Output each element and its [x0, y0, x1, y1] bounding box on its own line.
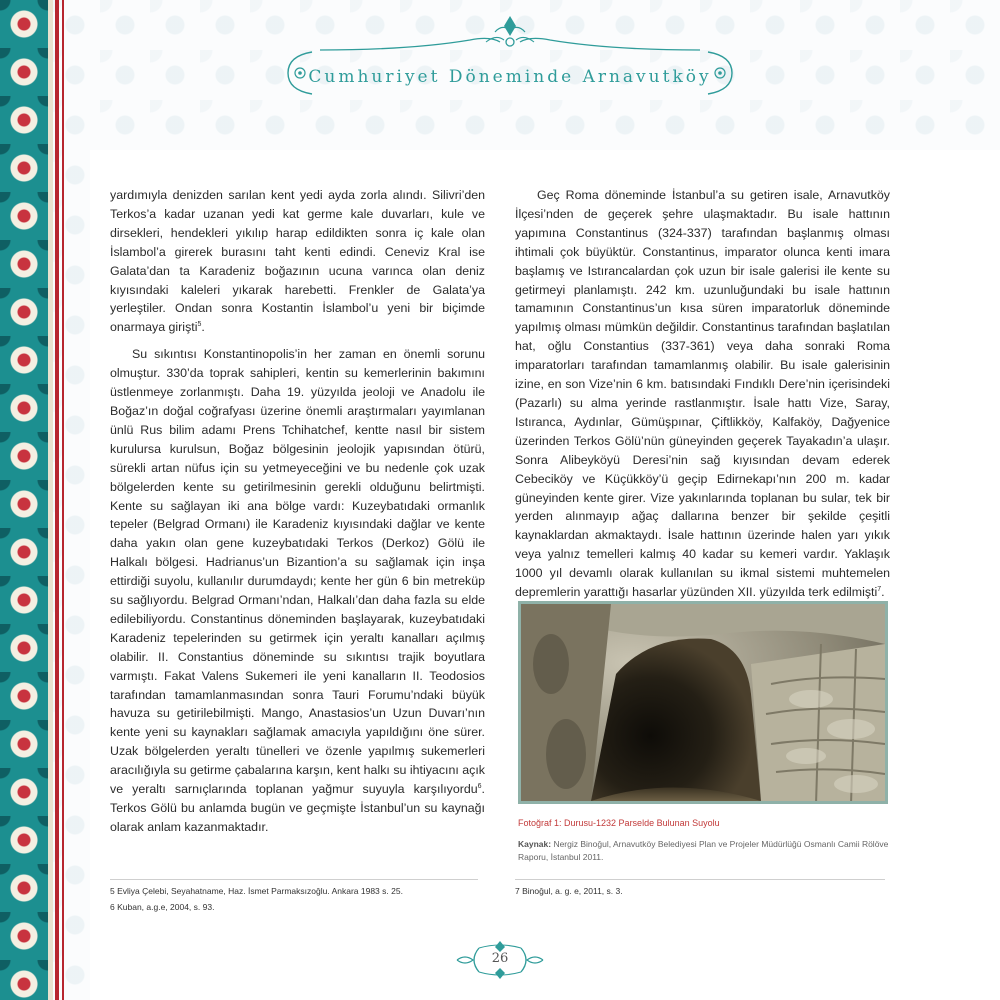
footnote: 5 Evliya Çelebi, Seyahatname, Haz. İsmet Parmaksızoğlu. Ankara 1983 s. 25.: [110, 886, 403, 896]
footnote-divider: [515, 879, 885, 880]
footnote: 7 Binoğul, a. g. e, 2011, s. 3.: [515, 886, 623, 896]
paragraph: [515, 186, 890, 602]
running-header: [290, 12, 730, 92]
left-text-column: [110, 186, 485, 837]
footnote: 6 Kuban, a.g.e, 2004, s. 93.: [110, 902, 215, 912]
footnotes-left: [110, 883, 485, 915]
footnote-divider: [110, 879, 478, 880]
header-ornament-icon: [290, 12, 730, 52]
paragraph: [110, 186, 485, 337]
figure-source: [518, 838, 890, 864]
tunnel-photo: [521, 604, 885, 801]
paragraph-text: Geç Roma döneminde İstanbul’a su getiren isale, Arnavutköy İlçesi’nden de geçerek şehre ulaşmaktadır. Bu isale hattının yapımına Constantinus (324-337) tarafından başlanmış olması ihtimali çok büyüktür. Constantinus, imparator olunca kenti imara başlamış ve Istırancalardan çok uzun bir isale galerisi ile kente su getirmeyi planlamıştı. 242 km. uzunluğundaki bu isale hattının tamamının Constantinus’un kısa süren imparatorluk döneminde yapılmış olması mümkün değildir. Constantinus tarafından başlatılan hat, oğlu Constantius (337-361) veya daha sonraki Roma imparatorları tarafından tamamlanmış olabilir. Bu isale galerisinin izine, en son Vize’nin 6 km. batısındaki Fındıklı Dere’nin içerisindeki (Pazarlı) su alma yerinde rastlanmıştır. İsale hattı Vize, Saray, Istıranca, Aydınlar, Gümüşpınar, Çiftlikköy, Kalfaköy, Dağyenice üzerinden Terkos Gölü’nün güneyinden geçerek Tayakadın’a ulaşır. Sonra Alibeyköyü Deresi’nin sağ kıyısından devam ederek Cebeciköy ve Küçükköy’ü geçip Edirnekapı’nın 200 m. kadar güneyinden kente girer. Vize yakınlarında toplanan bu sular, tek bir yerden alınmayıp ağaç dallarına benzer bir şekilde çeşitli kaynaklardan akmaktaydı. İsale hattının üzerinde halen yarı yıkık veya yalnız temelleri kalmış 40 kadar su kemeri vardır. Yaklaşık 1000 yıl devamlı olarak kullanılan su ikmal sistemi muhtemelen depremlerin yarattığı hasarlar yüzünden XII. yüzyılda terk edilmişti: [515, 188, 890, 600]
footnote-ref[interactable]: 6: [477, 782, 482, 790]
figure-source-label: Kaynak:: [518, 839, 552, 849]
right-text-column: [515, 186, 890, 602]
paragraph-text: .: [201, 320, 205, 335]
paragraph-text: yardımıyla denizden sarılan kent yedi ayda zorla alındı. Silivri’den Terkos’a kadar uzanan yedi kat germe kale duvarları, kule ve dirsekleri, hendekleri yıkılıp harap edildikten sonra iç kale olan İslambol’a girerek burasını taht kenti edindi. Ceneviz Kral ise Galata’dan ta Karadeniz boğazının ucuna varınca olan deniz kıyısındaki kaleleri yıkarak harebetti. Frenkler de Galata’ya yerleştiler. Ondan sonra Kostantin İslambol’u yeni bir biçimde onarmaya girişti: [110, 188, 485, 335]
paragraph: [110, 345, 485, 837]
figure-title: Fotoğraf 1: Durusu-1232 Parselde Bulunan Suyolu: [518, 818, 720, 828]
footnotes-right: [515, 883, 890, 899]
border-line: [62, 0, 64, 1000]
border-line: [48, 0, 53, 1000]
page-number-block: [455, 940, 545, 980]
figure-caption: [518, 818, 890, 864]
page-number: 26: [491, 951, 509, 966]
photo-frame: [518, 601, 888, 804]
footnote-ref[interactable]: 5: [197, 321, 202, 329]
page-header-title: Cumhuriyet Döneminde Arnavutköy: [308, 67, 712, 87]
paragraph-text: Su sıkıntısı Konstantinopolis’in her zaman en önemli sorunu olmuştur. 330’da toprak sahipleri, kentin su kemerlerinin bakımını üstlenmeye zorlanmıştı. Daha 19. yüzyılda jeoloji ve Anadolu ile Boğaz’ın doğal coğrafyası üzerine önemli araştırmaları yayımlanan ünlü Rus bilim adamı Prens Tchihatchef, kentte nasıl bir sistem kurulursa kurulsun, Boğaz bölgesinin jeolojik yapısından ötürü, sürekli artan nüfus için su yetmeyeceğini ve bu nedenle çok uzak bölgelerden kente su getirilmesinin gerekli olduğunu belirtmişti. Kente su sağlayan iki ana bölge vardı: Kuzeybatıdaki ormanlık tepeler (Belgrad Ormanı) ile Karadeniz kıyısındaki dağlar ve kente daha yakın olan gene kuzeybatıdaki Terkos (Derkoz) Gölü ile Halkalı bölgesi. Hadrianus’un Bizantion’a su sağlamak için inşa ettirdiği suyolu, kullanılır durumdaydı; kente her gün 6 bin metreküp su sağlıyordu. Belgrad Ormanı’ndan, Halkalı’dan daha fazla su elde edilebiliyordu. Constantinus döneminden başlayarak, kuzeybatıdaki Karadeniz tepelerinden su getirmek için yeraltı kanalları açılmış olabilir. II. Constantius döneminde su sıkıntısı trajik boyutlara varmıştı. Fakat Valens Sukemeri ile yeni kanalların II. Teodosios tarafından tamamlanmasından sonra Tauri Forumu’ndaki büyük havuza su getirilebilmişti. Mango, Anastasios’un Uzun Duvarı’nın kente yeni su kaynakları sağlamak amacıyla yapıldığını öne sürer. Uzak bölgelerden yeraltı tünelleri ve özenle yapılmış sukemerleri aracılığıyla su getirme çabalarına karşın, kent halkı su ihtiyacını açık ve yeraltı sarnıçlarında toplanan yağmur suyuyla karşılıyordu: [110, 347, 485, 797]
paragraph-text: . Terkos Gölü bu anlamda bugün ve geçmişte İstanbul’un su kaynağı olarak anlam kazanmaktadır.: [110, 782, 485, 834]
border-line: [55, 0, 59, 1000]
paragraph-text: .: [881, 585, 885, 600]
figure-source-text: Nergiz Binoğul, Arnavutköy Belediyesi Plan ve Projeler Müdürlüğü Osmanlı Camii Rölöve Raporu, İstanbul 2011.: [518, 839, 889, 862]
footnote-ref[interactable]: 7: [877, 585, 882, 593]
decorative-border: [0, 0, 48, 1000]
